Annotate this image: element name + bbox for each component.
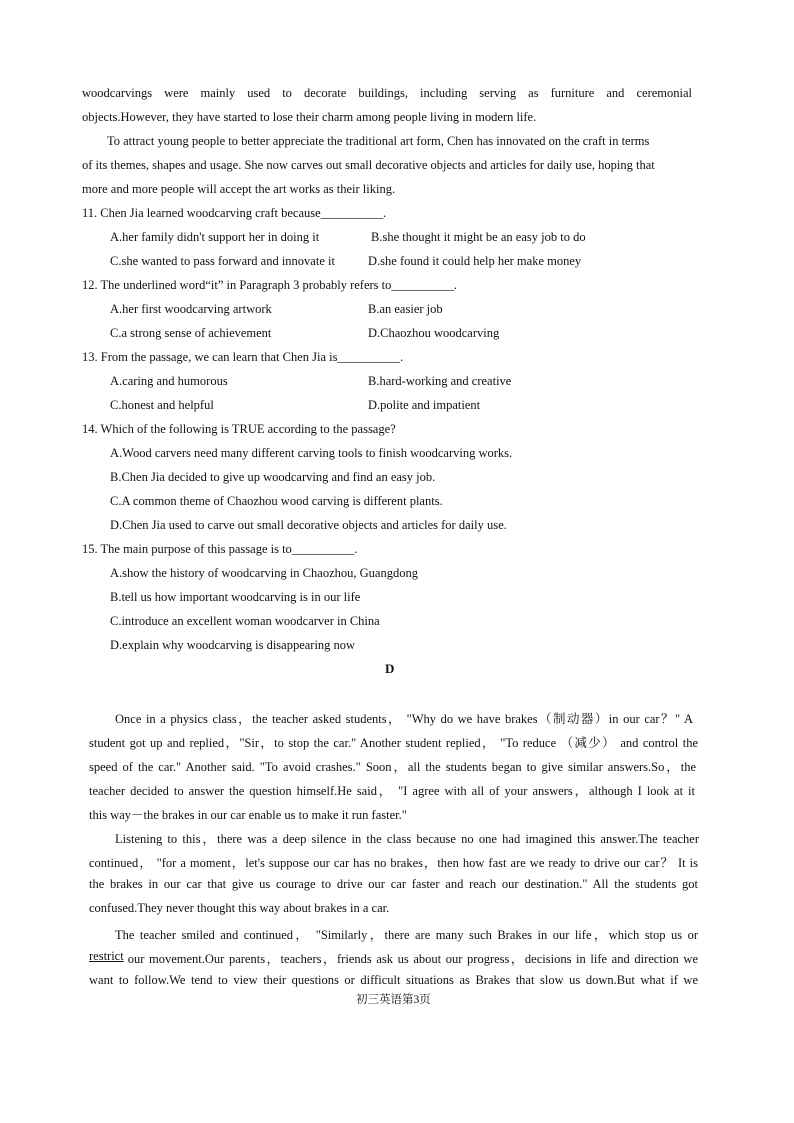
passage-d-line-4: teacher decided to answer the question himself.He said， "I agree with all of your answers，although I look at it: [89, 784, 695, 798]
passage-c-line-5: more and more people will accept the art works as their liking.: [82, 182, 396, 196]
question-13-option-d[interactable]: D.polite and impatient: [368, 398, 481, 412]
passage-d-line-9: confused.They never thought this way about brakes in a car.: [89, 901, 390, 915]
question-11-option-d[interactable]: D.she found it could help her make money: [368, 254, 582, 268]
section-d-heading: D: [385, 661, 395, 676]
passage-d-line-8: the brakes in our car that give us courage to drive our car faster and reach our destination." All the students got: [89, 877, 698, 891]
underlined-word-restrict: restrict: [89, 949, 124, 963]
passage-d-line-2: student got up and replied，"Sir，to stop the car." Another student replied， "To reduce （减少） and control the: [89, 736, 698, 750]
passage-c-line-2: objects.However, they have started to lose their charm among people living in modern life.: [82, 110, 537, 124]
passage-c-line-1: woodcarvings were mainly used to decorate buildings, including serving as furniture and ceremonial: [82, 86, 692, 100]
passage-d-line-11-row: [89, 949, 698, 967]
question-14-option-c[interactable]: C.A common theme of Chaozhou wood carving is different plants.: [110, 494, 443, 508]
question-12-option-c[interactable]: C.a strong sense of achievement: [110, 326, 272, 340]
question-11-option-a[interactable]: A.her family didn't support her in doing it: [110, 230, 320, 244]
passage-d-line-1: Once in a physics class，the teacher asked students， "Why do we have brakes（制动器）in our car？" A: [115, 712, 693, 726]
question-11-option-c[interactable]: C.she wanted to pass forward and innovate it: [110, 254, 335, 268]
question-14-option-d[interactable]: D.Chen Jia used to carve out small decorative objects and articles for daily use.: [110, 518, 507, 532]
question-14-option-b[interactable]: B.Chen Jia decided to give up woodcarving and find an easy job.: [110, 470, 436, 484]
passage-d-line-5: this way－the brakes in our car enable us to make it run faster.": [89, 808, 407, 822]
question-11-option-b[interactable]: B.she thought it might be an easy job to do: [371, 230, 586, 244]
question-15-stem: 15. The main purpose of this passage is to__________.: [82, 542, 358, 556]
passage-d-line-10: The teacher smiled and continued， "Similarly，there are many such Brakes in our life，which stop us or: [115, 928, 698, 942]
question-13-option-b[interactable]: B.hard-working and creative: [368, 374, 512, 388]
passage-d-line-11: our movement.Our parents，teachers，friends ask us about our progress，decisions in life and direction we: [127, 952, 698, 966]
passage-d-line-7: continued， "for a moment，let's suppose our car has no brakes，then how fast are we ready to drive our car？ It is: [89, 856, 698, 870]
passage-d-line-3: speed of the car." Another said. "To avoid crashes." Soon，all the students began to give similar answers.So，the: [89, 760, 696, 774]
page-footer: 初三英语第3页: [356, 994, 431, 1006]
question-13-option-a[interactable]: A.caring and humorous: [110, 374, 228, 388]
question-12-option-d[interactable]: D.Chaozhou woodcarving: [368, 326, 500, 340]
question-15-option-b[interactable]: B.tell us how important woodcarving is in our life: [110, 590, 361, 604]
question-12-option-a[interactable]: A.her first woodcarving artwork: [110, 302, 272, 316]
question-13-option-c[interactable]: C.honest and helpful: [110, 398, 214, 412]
passage-d-line-12: want to follow.We tend to view their questions or difficult situations as Brakes that slow us down.But what if we: [89, 973, 698, 987]
question-14-option-a[interactable]: A.Wood carvers need many different carving tools to finish woodcarving works.: [110, 446, 513, 460]
question-11-stem: 11. Chen Jia learned woodcarving craft because__________.: [82, 206, 387, 220]
question-12-option-b[interactable]: B.an easier job: [368, 302, 443, 316]
question-15-option-a[interactable]: A.show the history of woodcarving in Chaozhou, Guangdong: [110, 566, 418, 580]
passage-c-line-3: To attract young people to better appreciate the traditional art form, Chen has innovated on the craft in terms: [107, 134, 650, 148]
question-12-stem: 12. The underlined word“it” in Paragraph 3 probably refers to__________.: [82, 278, 458, 292]
question-15-option-c[interactable]: C.introduce an excellent woman woodcarver in China: [110, 614, 380, 628]
passage-c-line-4: of its themes, shapes and usage. She now carves out small decorative objects and articles for daily use, hoping that: [82, 158, 655, 172]
question-15-option-d[interactable]: D.explain why woodcarving is disappearing now: [110, 638, 356, 652]
question-14-stem: 14. Which of the following is TRUE according to the passage?: [82, 422, 396, 436]
passage-d-line-6: Listening to this，there was a deep silence in the class because no one had imagined this answer.The teacher: [115, 832, 699, 846]
question-13-stem: 13. From the passage, we can learn that Chen Jia is__________.: [82, 350, 404, 364]
